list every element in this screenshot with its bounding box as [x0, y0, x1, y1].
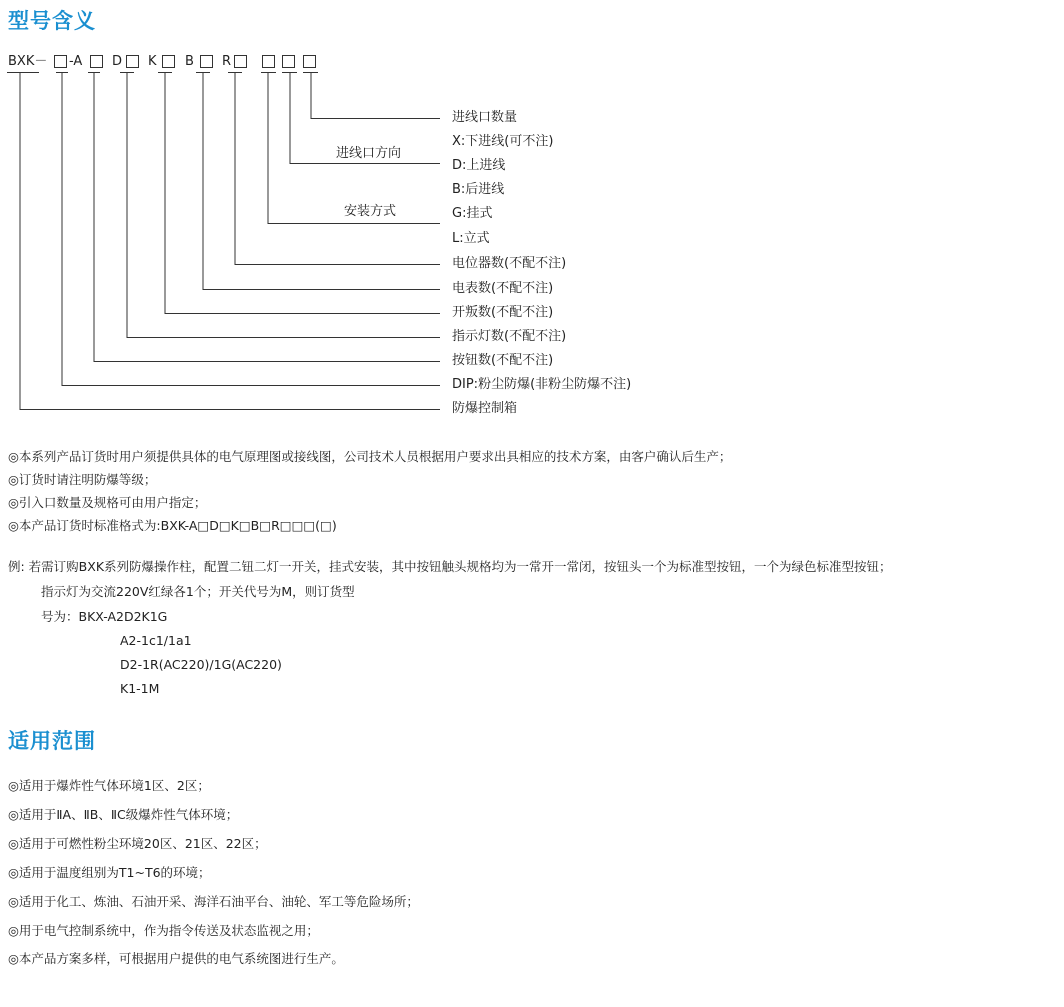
label-dip: DIP:粉尘防爆(非粉尘防爆不注) — [452, 377, 632, 392]
label-switch: 开叛数(不配不注) — [452, 305, 554, 320]
code-letter-k: K — [148, 54, 157, 69]
scope-item: ◎本产品方案多样，可根据用户提供的电气系统图进行生产。 — [8, 951, 344, 966]
label-indicator: 指示灯数(不配不注) — [452, 329, 567, 344]
scope-item: ◎适用于温度组别为T1~T6的环境； — [8, 865, 211, 880]
label-entry-direction: 进线口方向 — [336, 146, 402, 161]
example-line: A2-1c1/1a1 — [120, 633, 192, 648]
code-prefix: BXK－ — [8, 54, 48, 69]
label-g-hang: G:挂式 — [452, 206, 493, 221]
example-line: 例: 若需订购BXK系列防爆操作柱，配置二钮二灯一开关，挂式安装，其中按钮触头规格均为一常开一常闭，按钮头一个为标准型按钮，一个为绿色标准型按钮； — [8, 559, 892, 574]
label-l-stand: L:立式 — [452, 231, 490, 246]
code-letter-b: B — [185, 54, 194, 69]
note-item: ◎引入口数量及规格可由用户指定； — [8, 495, 207, 510]
code-sep-a: -A — [69, 54, 83, 69]
label-b-back: B:后进线 — [452, 182, 505, 197]
example-line: 号为：BKX-A2D2K1G — [41, 609, 168, 624]
label-box-name: 防爆控制箱 — [452, 401, 518, 416]
code-letter-r: R — [222, 54, 232, 69]
label-entry-count: 进线口数量 — [452, 110, 518, 125]
label-button: 按钮数(不配不注) — [452, 353, 554, 368]
label-d-up: D:上进线 — [452, 158, 506, 173]
example-line: K1-1M — [120, 681, 160, 696]
label-x-down: X:下进线(可不注) — [452, 134, 554, 149]
label-install-method: 安装方式 — [344, 204, 397, 219]
note-item: ◎本系列产品订货时用户须提供具体的电气原理图或接线图，公司技术人员根据用户要求出具相应的技术方案，由客户确认后生产； — [8, 449, 732, 464]
label-meter: 电表数(不配不注) — [452, 281, 554, 296]
label-potentiometer: 电位器数(不配不注) — [452, 256, 567, 271]
section-title-model-meaning: 型号含义 — [8, 9, 96, 33]
example-line: D2-1R(AC220)/1G(AC220) — [120, 657, 282, 672]
code-letter-d: D — [112, 54, 123, 69]
section-title-scope: 适用范围 — [8, 729, 96, 753]
scope-item: ◎适用于可燃性粉尘环境20区、21区、22区； — [8, 836, 267, 851]
scope-item: ◎适用于ⅡA、ⅡB、ⅡC级爆炸性气体环境； — [8, 807, 239, 822]
note-item: ◎本产品订货时标准格式为:BXK-A□D□K□B□R□□□(□) — [8, 518, 337, 533]
example-line: 指示灯为交流220V红绿各1个；开关代号为M，则订货型 — [41, 584, 355, 599]
scope-item: ◎适用于爆炸性气体环境1区、2区； — [8, 778, 210, 793]
scope-item: ◎用于电气控制系统中，作为指令传送及状态监视之用； — [8, 923, 319, 938]
note-item: ◎订货时请注明防爆等级； — [8, 472, 157, 487]
scope-item: ◎适用于化工、炼油、石油开采、海洋石油平台、油轮、军工等危险场所； — [8, 894, 419, 909]
